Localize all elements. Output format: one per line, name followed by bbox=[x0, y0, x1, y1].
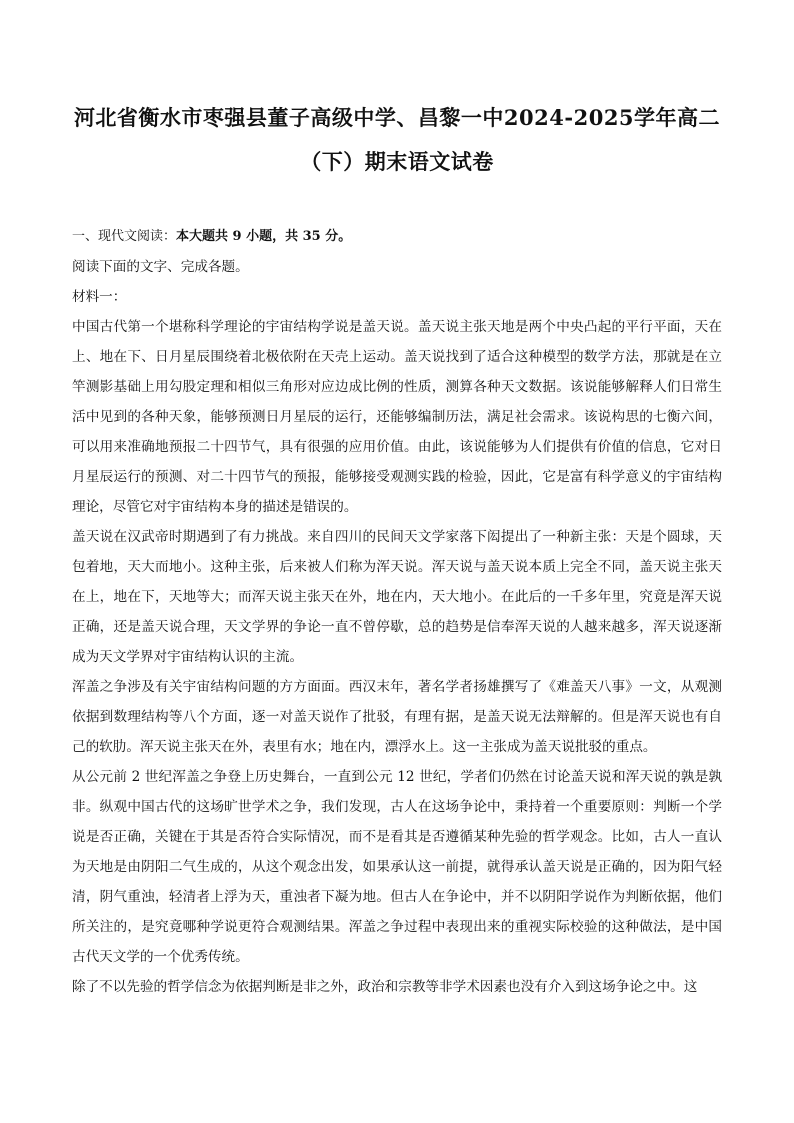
paragraph-3: 浑盖之争涉及有关宇宙结构问题的方方面面。西汉末年，著名学者扬雄撰写了《难盖天八事》一文，从观测依据到数理结构等八个方面，逐一对盖天说作了批驳，有理有据，是盖天说无法辩解的。但是浑天说也有自己的软肋。浑天说主张天在外，表里有水；地在内，漂浮水上。这一主张成为盖天说批驳的重点。 bbox=[72, 679, 722, 755]
section-detail: 本大题共 9 小题，共 35 分。 bbox=[176, 229, 352, 244]
paragraph-4: 从公元前 2 世纪浑盖之争登上历史舞台，一直到公元 12 世纪，学者们仍然在讨论盖天说和浑天说的孰是孰非。纵观中国古代的这场旷世学术之争，我们发现，古人在这场争论中，秉持着一个重要原则：判断一个学说是否正确，关键在于其是否符合实际情况，而不是看其是否遵循某种先验的哲学观念。比如，古人一直认为天地是由阴阳二气生成的，从这个观念出发，如果承认这一前提，就得承认盖天说是正确的，因为阳气轻清，阴气重浊，轻清者上浮为天，重浊者下凝为地。但古人在争论中，并不以阴阳学说作为判断依据，他们所关注的，是究竟哪种学说更符合观测结果。浑盖之争过程中表现出来的重视实际校验的这种做法，是中国古代天文学的一个优秀传统。 bbox=[72, 769, 722, 965]
exam-title-line-1: 河北省衡水市枣强县董子高级中学、昌黎一中2024-2025学年高二 bbox=[73, 105, 721, 130]
exam-title-line-2: （下）期末语文试卷 bbox=[300, 149, 494, 174]
reading-instruction: 阅读下面的文字、完成各题。 bbox=[72, 259, 249, 275]
material-label: 材料一： bbox=[72, 289, 127, 305]
section-heading bbox=[72, 222, 722, 252]
section-prefix: 一、现代文阅读： bbox=[72, 229, 177, 244]
paragraph-1: 中国古代第一个堪称科学理论的宇宙结构学说是盖天说。盖天说主张天地是两个中央凸起的平行平面，天在上、地在下、日月星辰围绕着北极依附在天壳上运动。盖天说找到了适合这种模型的数学方法，那就是在立竿测影基础上用勾股定理和相似三角形对应边成比例的性质，测算各种天文数据。该说能够解释人们日常生活中见到的各种天象，能够预测日月星辰的运行，还能够编制历法，满足社会需求。该说构思的七衡六间，可以用来准确地预报二十四节气，具有很强的应用价值。由此，该说能够为人们提供有价值的信息，它对日月星辰运行的预测、对二十四节气的预报，能够接受观测实践的检验，因此，它是富有科学意义的宇宙结构理论，尽管它对宇宙结构本身的描述是错误的。 bbox=[72, 319, 722, 515]
paragraph-2: 盖天说在汉武帝时期遇到了有力挑战。来自四川的民间天文学家落下闳提出了一种新主张：天是个圆球，天包着地，天大而地小。这种主张，后来被人们称为浑天说。浑天说与盖天说本质上完全不同，盖天说主张天在上，地在下，天地等大；而浑天说主张天在外，地在内，天大地小。在此后的一千多年里，究竟是浑天说正确，还是盖天说合理，天文学界的争论一直不曾停歇，总的趋势是信奉浑天说的人越来越多，浑天说逐渐成为天文学界对宇宙结构认识的主流。 bbox=[72, 529, 722, 665]
paragraph-5: 除了不以先验的哲学信念为依据判断是非之外，政治和宗教等非学术因素也没有介入到这场争论之中。这 bbox=[72, 979, 698, 995]
